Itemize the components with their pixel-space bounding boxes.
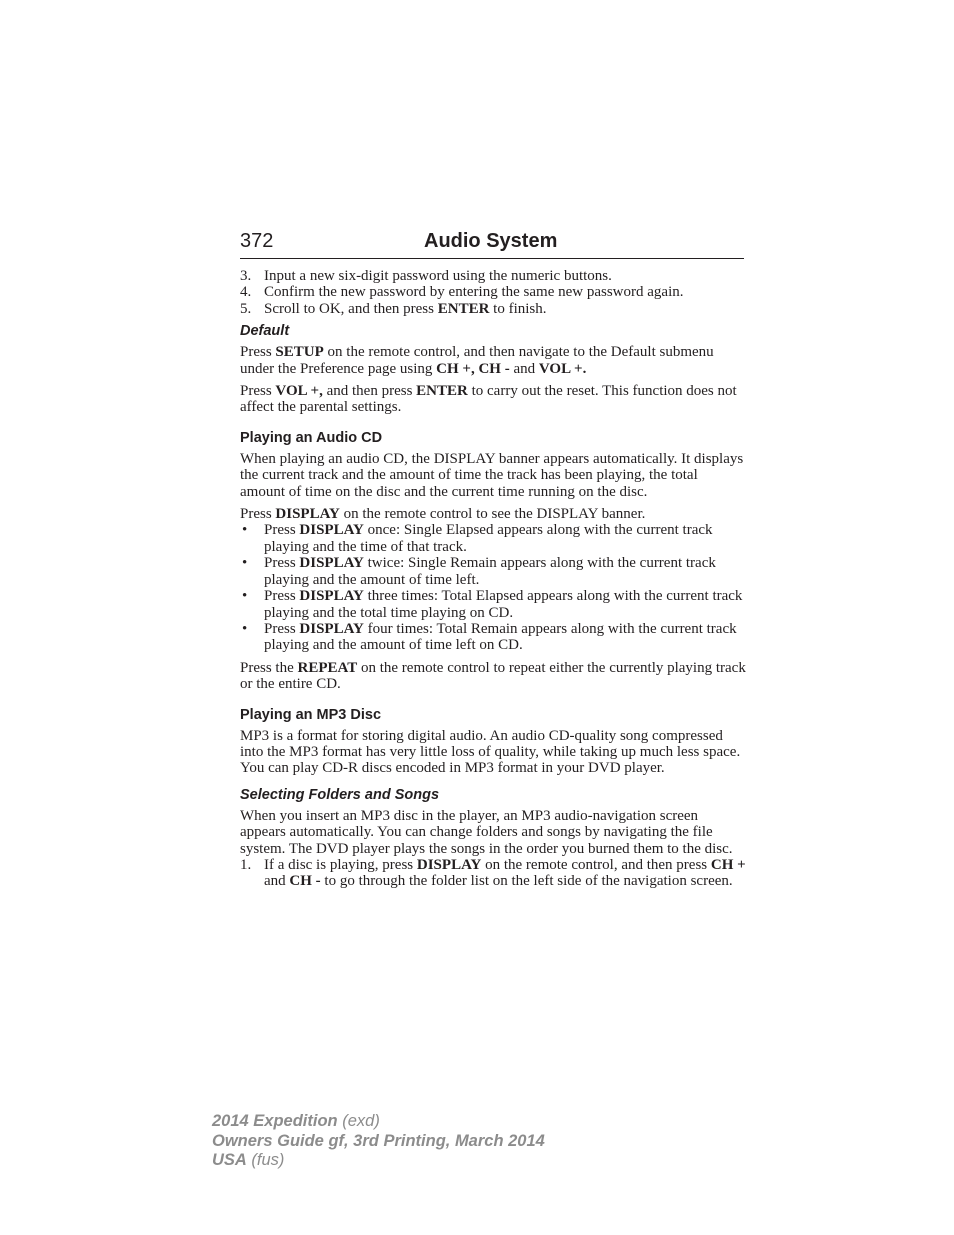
item-text: Scroll to OK, and then press ENTER to finish. [264, 300, 547, 317]
folders-heading: Selecting Folders and Songs [240, 786, 440, 803]
folders-steps-list [240, 857, 746, 890]
bold-term: REPEAT [297, 659, 358, 676]
step-item [240, 857, 746, 890]
footer-region-code: (fus) [246, 1151, 285, 1169]
bullet-marker: • [242, 588, 248, 605]
press-display-paragraph: Press DISPLAY on the remote control to see the DISPLAY banner. [240, 506, 646, 523]
bold-term: CH - [289, 873, 321, 890]
footer-line-guide: Owners Guide gf, 3rd Printing, March 2014 [212, 1131, 545, 1150]
default-heading: Default [240, 323, 290, 340]
bold-term: DISPLAY [299, 620, 364, 637]
default-paragraph: Press VOL +, and then press ENTER to carry out the reset. This function does not affect the parental settings. [240, 383, 737, 416]
bold-term: DISPLAY [275, 506, 340, 523]
bold-term: VOL +. [538, 360, 587, 377]
footer-model-code: (exd) [337, 1112, 380, 1130]
page-header [240, 228, 744, 259]
bold-term: DISPLAY [416, 856, 482, 873]
bold-term: DISPLAY [299, 522, 364, 539]
step-item [240, 268, 746, 284]
page-number: 372 [240, 230, 274, 252]
item-text: Press DISPLAY once: Single Elapsed appears along with the current track playing and the time of that track. [264, 522, 713, 555]
footer-line-region [212, 1151, 545, 1171]
item-text: Press DISPLAY twice: Single Remain appears along with the current track playing and the amount of time left. [264, 555, 716, 588]
item-text: Input a new six-digit password using the numeric buttons. [264, 268, 612, 284]
bold-term: SETUP [275, 344, 324, 361]
step-number: 4. [240, 284, 252, 301]
page-title: Audio System [424, 230, 558, 252]
bullet-item [240, 522, 746, 555]
item-text: Press DISPLAY four times: Total Remain appears along with the current track playing and the amount of time left on CD. [264, 620, 737, 654]
bold-term: DISPLAY [299, 555, 364, 572]
mp3-paragraph: MP3 is a format for storing digital audio. An audio CD-quality song compressed into the MP3 format has very little loss of quality, while taking up much less space. You can play CD-R discs encoded in MP3 format in your DVD player. [240, 727, 741, 777]
bullet-marker: • [242, 555, 248, 572]
page-footer [212, 1112, 545, 1171]
bullet-marker: • [242, 620, 248, 637]
footer-line-model [212, 1112, 545, 1132]
password-steps-list [240, 268, 746, 317]
audio-cd-heading: Playing an Audio CD [240, 429, 383, 446]
mp3-heading: Playing an MP3 Disc [240, 706, 382, 723]
display-modes-list [240, 522, 746, 653]
step-number: 3. [240, 268, 252, 284]
bullet-marker: • [242, 522, 248, 539]
bold-term: CH +, CH - [436, 360, 510, 377]
repeat-paragraph: Press the REPEAT on the remote control to repeat either the currently playing track or the entire CD. [240, 659, 746, 693]
item-text: Press DISPLAY three times: Total Elapsed appears along with the current track playing and the total time playing on CD. [264, 588, 743, 621]
step-number: 1. [240, 856, 252, 873]
footer-model: 2014 Expedition [212, 1112, 338, 1130]
bold-term: CH + [710, 856, 746, 873]
step-number: 5. [240, 300, 252, 317]
item-text: Confirm the new password by entering the same new password again. [264, 284, 684, 301]
step-item [240, 301, 746, 317]
footer-region: USA [212, 1151, 247, 1169]
default-paragraph: Press SETUP on the remote control, and then navigate to the Default submenu under the Preference page using CH +, CH - and VOL +. [240, 344, 714, 377]
step-item [240, 284, 746, 300]
bold-term: DISPLAY [299, 588, 364, 605]
bold-term: ENTER [416, 383, 468, 400]
bullet-item [240, 621, 746, 654]
bullet-item [240, 555, 746, 588]
folders-paragraph: When you insert an MP3 disc in the player, an MP3 audio-navigation screen appears automatically. You can change folders and songs by navigating the file system. The DVD player plays the songs in the order you burned them to the disc. [240, 807, 733, 857]
bold-term: ENTER [437, 300, 490, 317]
audio-cd-intro: When playing an audio CD, the DISPLAY banner appears automatically. It displays the current track and the amount of time the track has been playing, the total amount of time on the disc and the current time running on the disc. [240, 450, 744, 500]
bullet-item [240, 588, 746, 621]
page-content [240, 268, 746, 890]
item-text: If a disc is playing, press DISPLAY on the remote control, and then press CH + and CH - to go through the folder list on the left side of the navigation screen. [264, 856, 746, 890]
bold-term: VOL +, [275, 383, 323, 400]
